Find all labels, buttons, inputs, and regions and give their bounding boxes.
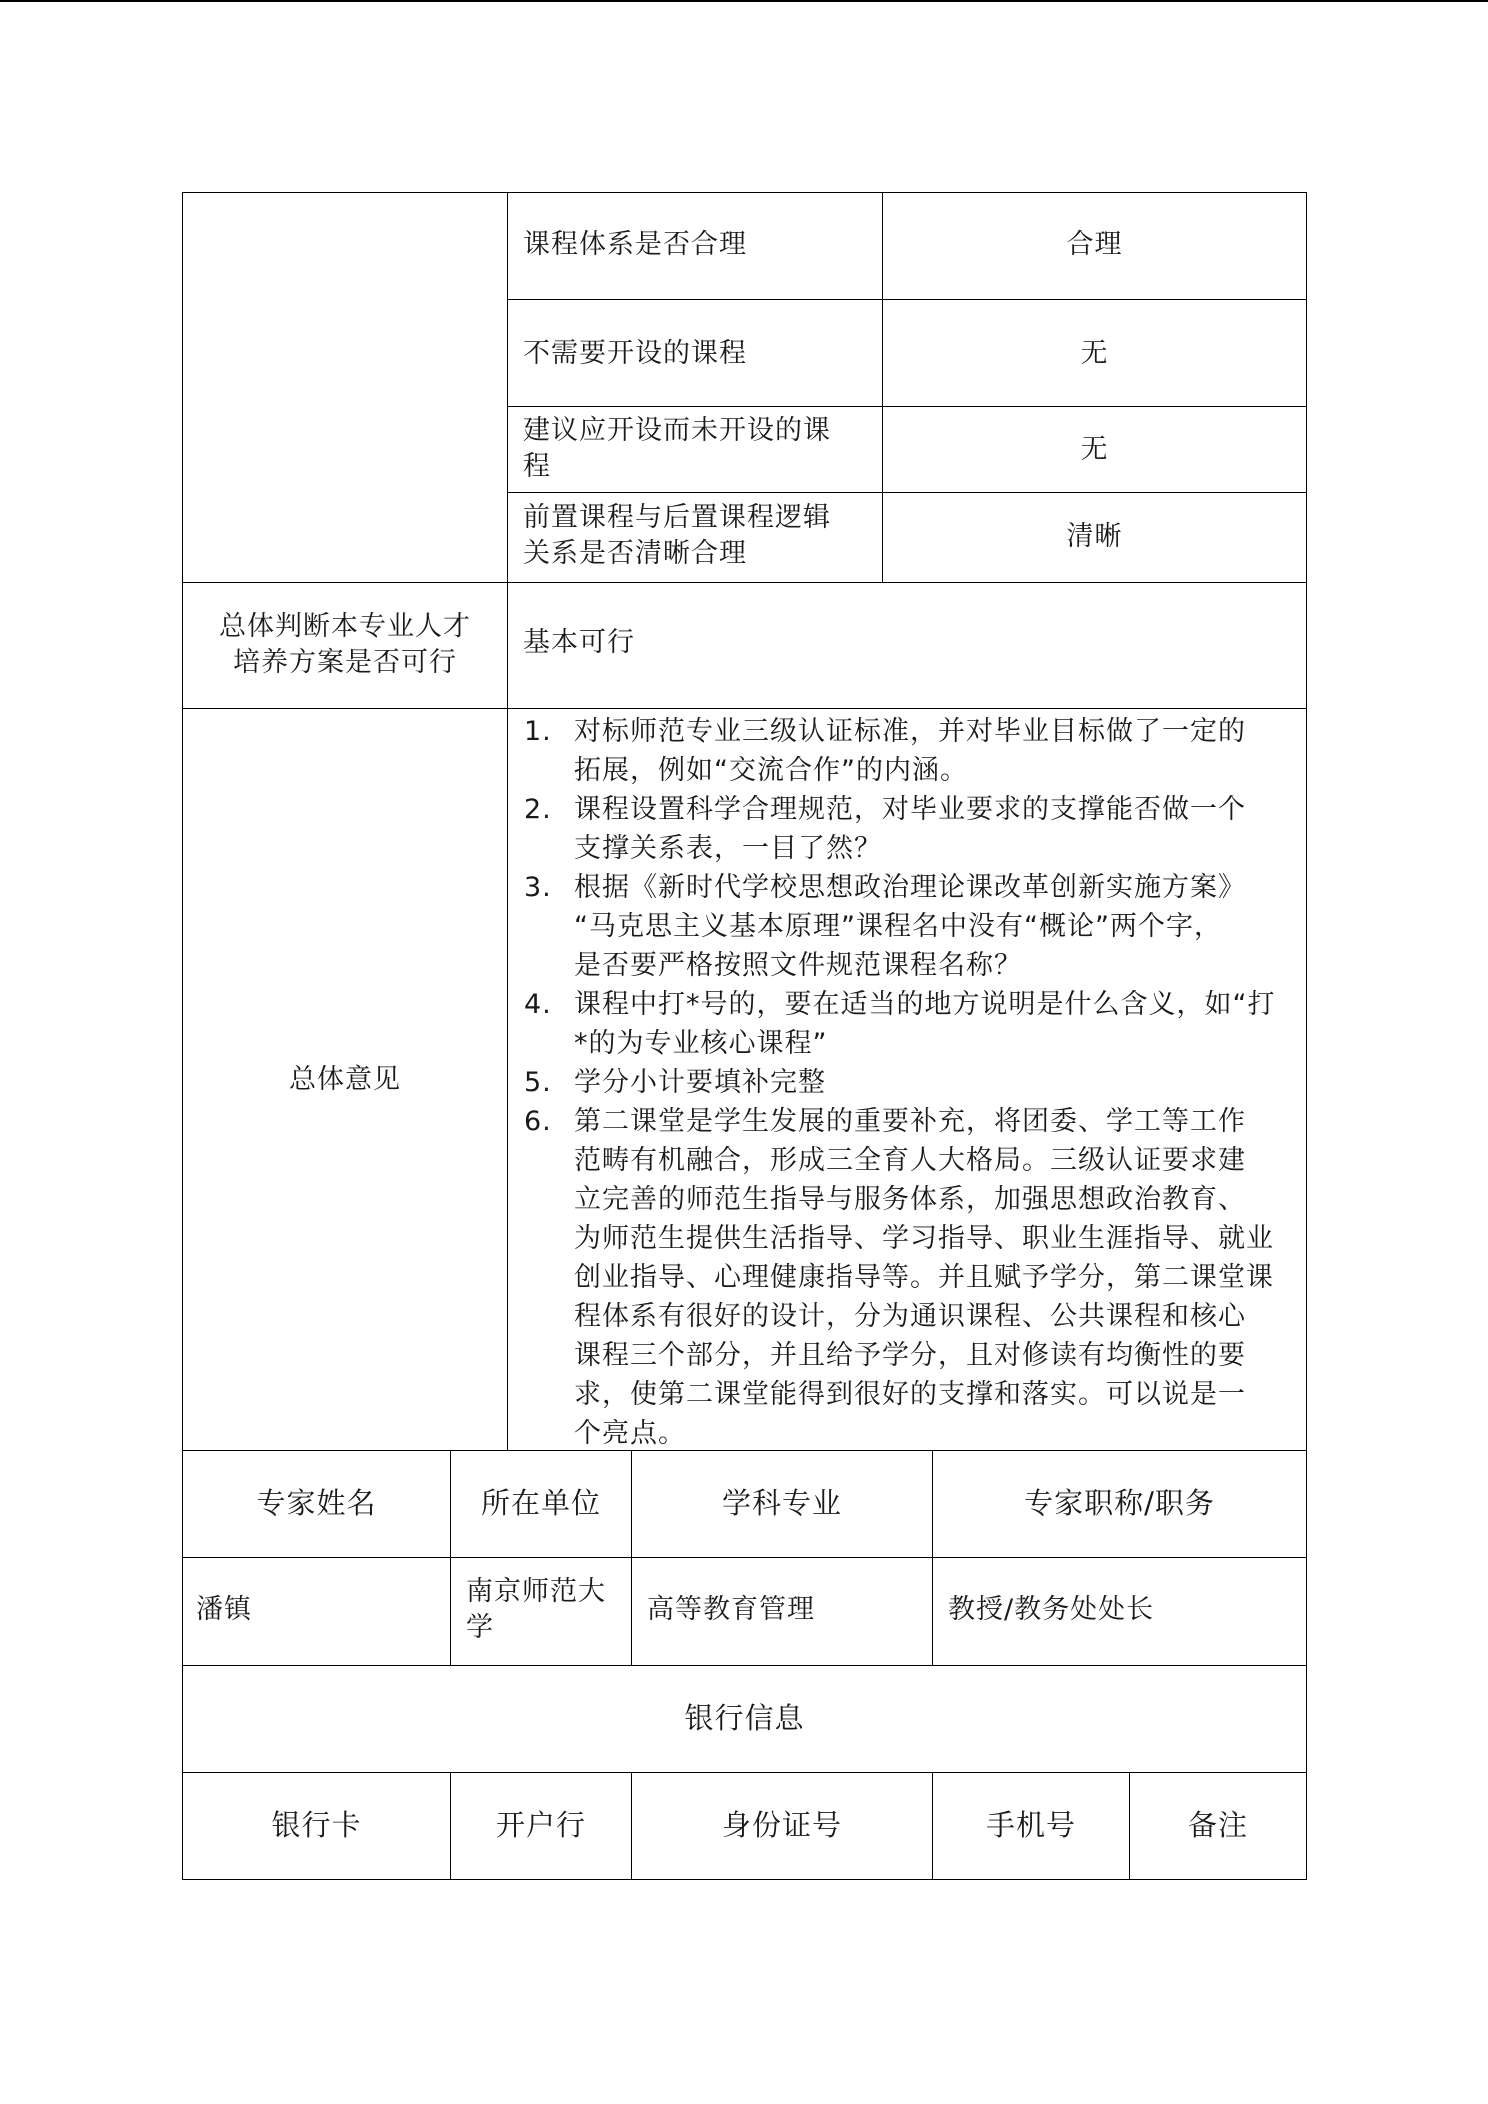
course-answer-cell (882, 299, 1307, 407)
header-major: 学科专业 (721, 1486, 842, 1520)
bank-header-cell (182, 1772, 451, 1880)
course-question-cell (507, 299, 883, 407)
opinion-number: 5. (524, 1067, 552, 1098)
overall-label-cell (182, 708, 508, 1451)
expert-major-cell (631, 1557, 933, 1666)
expert-unit-line-1: 南京师范大 (466, 1576, 606, 1607)
opinion-line: 课程中打*号的，要在适当的地方说明是什么含义，如“打 (574, 989, 1276, 1020)
opinion-item (524, 868, 1354, 985)
header-expert-name: 专家姓名 (256, 1486, 377, 1520)
opinion-line: 为师范生提供生活指导、学习指导、职业生涯指导、就业 (574, 1223, 1274, 1254)
feasibility-value-cell (507, 582, 1307, 709)
feasibility-label-line-2: 培养方案是否可行 (233, 647, 457, 678)
opinion-line: 根据《新时代学校思想政治理论课改革创新实施方案》 (574, 872, 1246, 903)
course-question-4-line-2: 关系是否清晰合理 (523, 538, 747, 569)
course-answer-cell (882, 492, 1307, 583)
course-question-4-line-1: 前置课程与后置课程逻辑 (523, 502, 831, 533)
opinion-line: 拓展，例如“交流合作”的内涵。 (574, 755, 968, 786)
expert-major: 高等教育管理 (647, 1594, 815, 1625)
opinion-number: 4. (524, 989, 552, 1020)
opinion-item (524, 712, 1354, 790)
course-question-cell (507, 492, 883, 583)
opinion-list (524, 712, 1354, 1453)
feasibility-value: 基本可行 (523, 627, 635, 658)
bank-header-id-number: 身份证号 (721, 1808, 842, 1842)
opinion-line: 求，使第二课堂能得到很好的支撑和落实。可以说是一 (574, 1379, 1246, 1410)
expert-header-cell (450, 1450, 632, 1558)
course-question-cell (507, 406, 883, 493)
bank-header-cell (450, 1772, 632, 1880)
expert-name: 潘镇 (196, 1594, 252, 1625)
bank-header-branch: 开户行 (495, 1808, 586, 1842)
opinion-line: 课程三个部分，并且给予学分，且对修读有均衡性的要 (574, 1340, 1246, 1371)
opinion-number: 1. (524, 716, 552, 747)
course-question-3-line-2: 程 (523, 451, 551, 482)
opinion-item (524, 1063, 1354, 1102)
bank-header-phone: 手机号 (985, 1808, 1076, 1842)
expert-header-cell (631, 1450, 933, 1558)
feasibility-label-cell (182, 582, 508, 709)
opinion-line: 对标师范专业三级认证标准，并对毕业目标做了一定的 (574, 716, 1246, 747)
expert-header-cell (932, 1450, 1307, 1558)
course-question-2: 不需要开设的课程 (523, 338, 747, 369)
course-question-1: 课程体系是否合理 (523, 229, 747, 260)
opinion-line: 第二课堂是学生发展的重要补充，将团委、学工等工作 (574, 1106, 1246, 1137)
opinion-number: 3. (524, 872, 552, 903)
opinion-item (524, 790, 1354, 868)
opinion-line: 创业指导、心理健康指导等。并且赋予学分，第二课堂课 (574, 1262, 1274, 1293)
expert-unit-cell (450, 1557, 632, 1666)
course-question-3-line-1: 建议应开设而未开设的课 (523, 415, 831, 446)
opinion-line: 学分小计要填补完整 (574, 1067, 826, 1098)
opinion-item (524, 1102, 1354, 1453)
bank-header-cell (1129, 1772, 1307, 1880)
header-title: 专家职称/职务 (1024, 1486, 1215, 1520)
expert-name-cell (182, 1557, 451, 1666)
bank-header-card: 银行卡 (271, 1808, 362, 1842)
opinion-line: 课程设置科学合理规范，对毕业要求的支撑能否做一个 (574, 794, 1246, 825)
expert-title-cell (932, 1557, 1307, 1666)
course-answer-2: 无 (1080, 338, 1109, 369)
bank-header-cell (932, 1772, 1130, 1880)
opinion-number: 2. (524, 794, 552, 825)
course-answer-cell (882, 192, 1307, 300)
header-unit: 所在单位 (480, 1486, 601, 1520)
opinion-line: 程体系有很好的设计，分为通识课程、公共课程和核心 (574, 1301, 1246, 1332)
course-answer-1: 合理 (1066, 229, 1123, 260)
course-label-blank-cell (182, 192, 508, 583)
opinion-line: 支撑关系表，一目了然？ (574, 833, 882, 864)
course-answer-4: 清晰 (1066, 521, 1123, 552)
feasibility-label-line-1: 总体判断本专业人才 (219, 611, 471, 642)
overall-label: 总体意见 (289, 1064, 401, 1095)
bank-header-remarks: 备注 (1187, 1808, 1248, 1842)
course-answer-cell (882, 406, 1307, 493)
opinion-line: 立完善的师范生指导与服务体系，加强思想政治教育、 (574, 1184, 1246, 1215)
overall-opinion-cell (507, 708, 1307, 1451)
expert-unit-line-2: 学 (466, 1612, 494, 1643)
opinion-line: 范畴有机融合，形成三全育人大格局。三级认证要求建 (574, 1145, 1246, 1176)
opinion-item (524, 985, 1354, 1063)
opinion-line: *的为专业核心课程” (574, 1028, 828, 1059)
opinion-line: “马克思主义基本原理”课程名中没有“概论”两个字， (574, 911, 1222, 942)
opinion-number: 6. (524, 1106, 552, 1137)
opinion-line: 是否要严格按照文件规范课程名称？ (574, 950, 1022, 981)
bank-title-cell (182, 1665, 1307, 1773)
expert-header-cell (182, 1450, 451, 1558)
bank-title: 银行信息 (684, 1701, 805, 1735)
expert-title: 教授/教务处处长 (948, 1594, 1155, 1625)
bank-header-cell (631, 1772, 933, 1880)
course-question-cell (507, 192, 883, 300)
course-answer-3: 无 (1080, 434, 1109, 465)
opinion-line: 个亮点。 (574, 1418, 686, 1449)
